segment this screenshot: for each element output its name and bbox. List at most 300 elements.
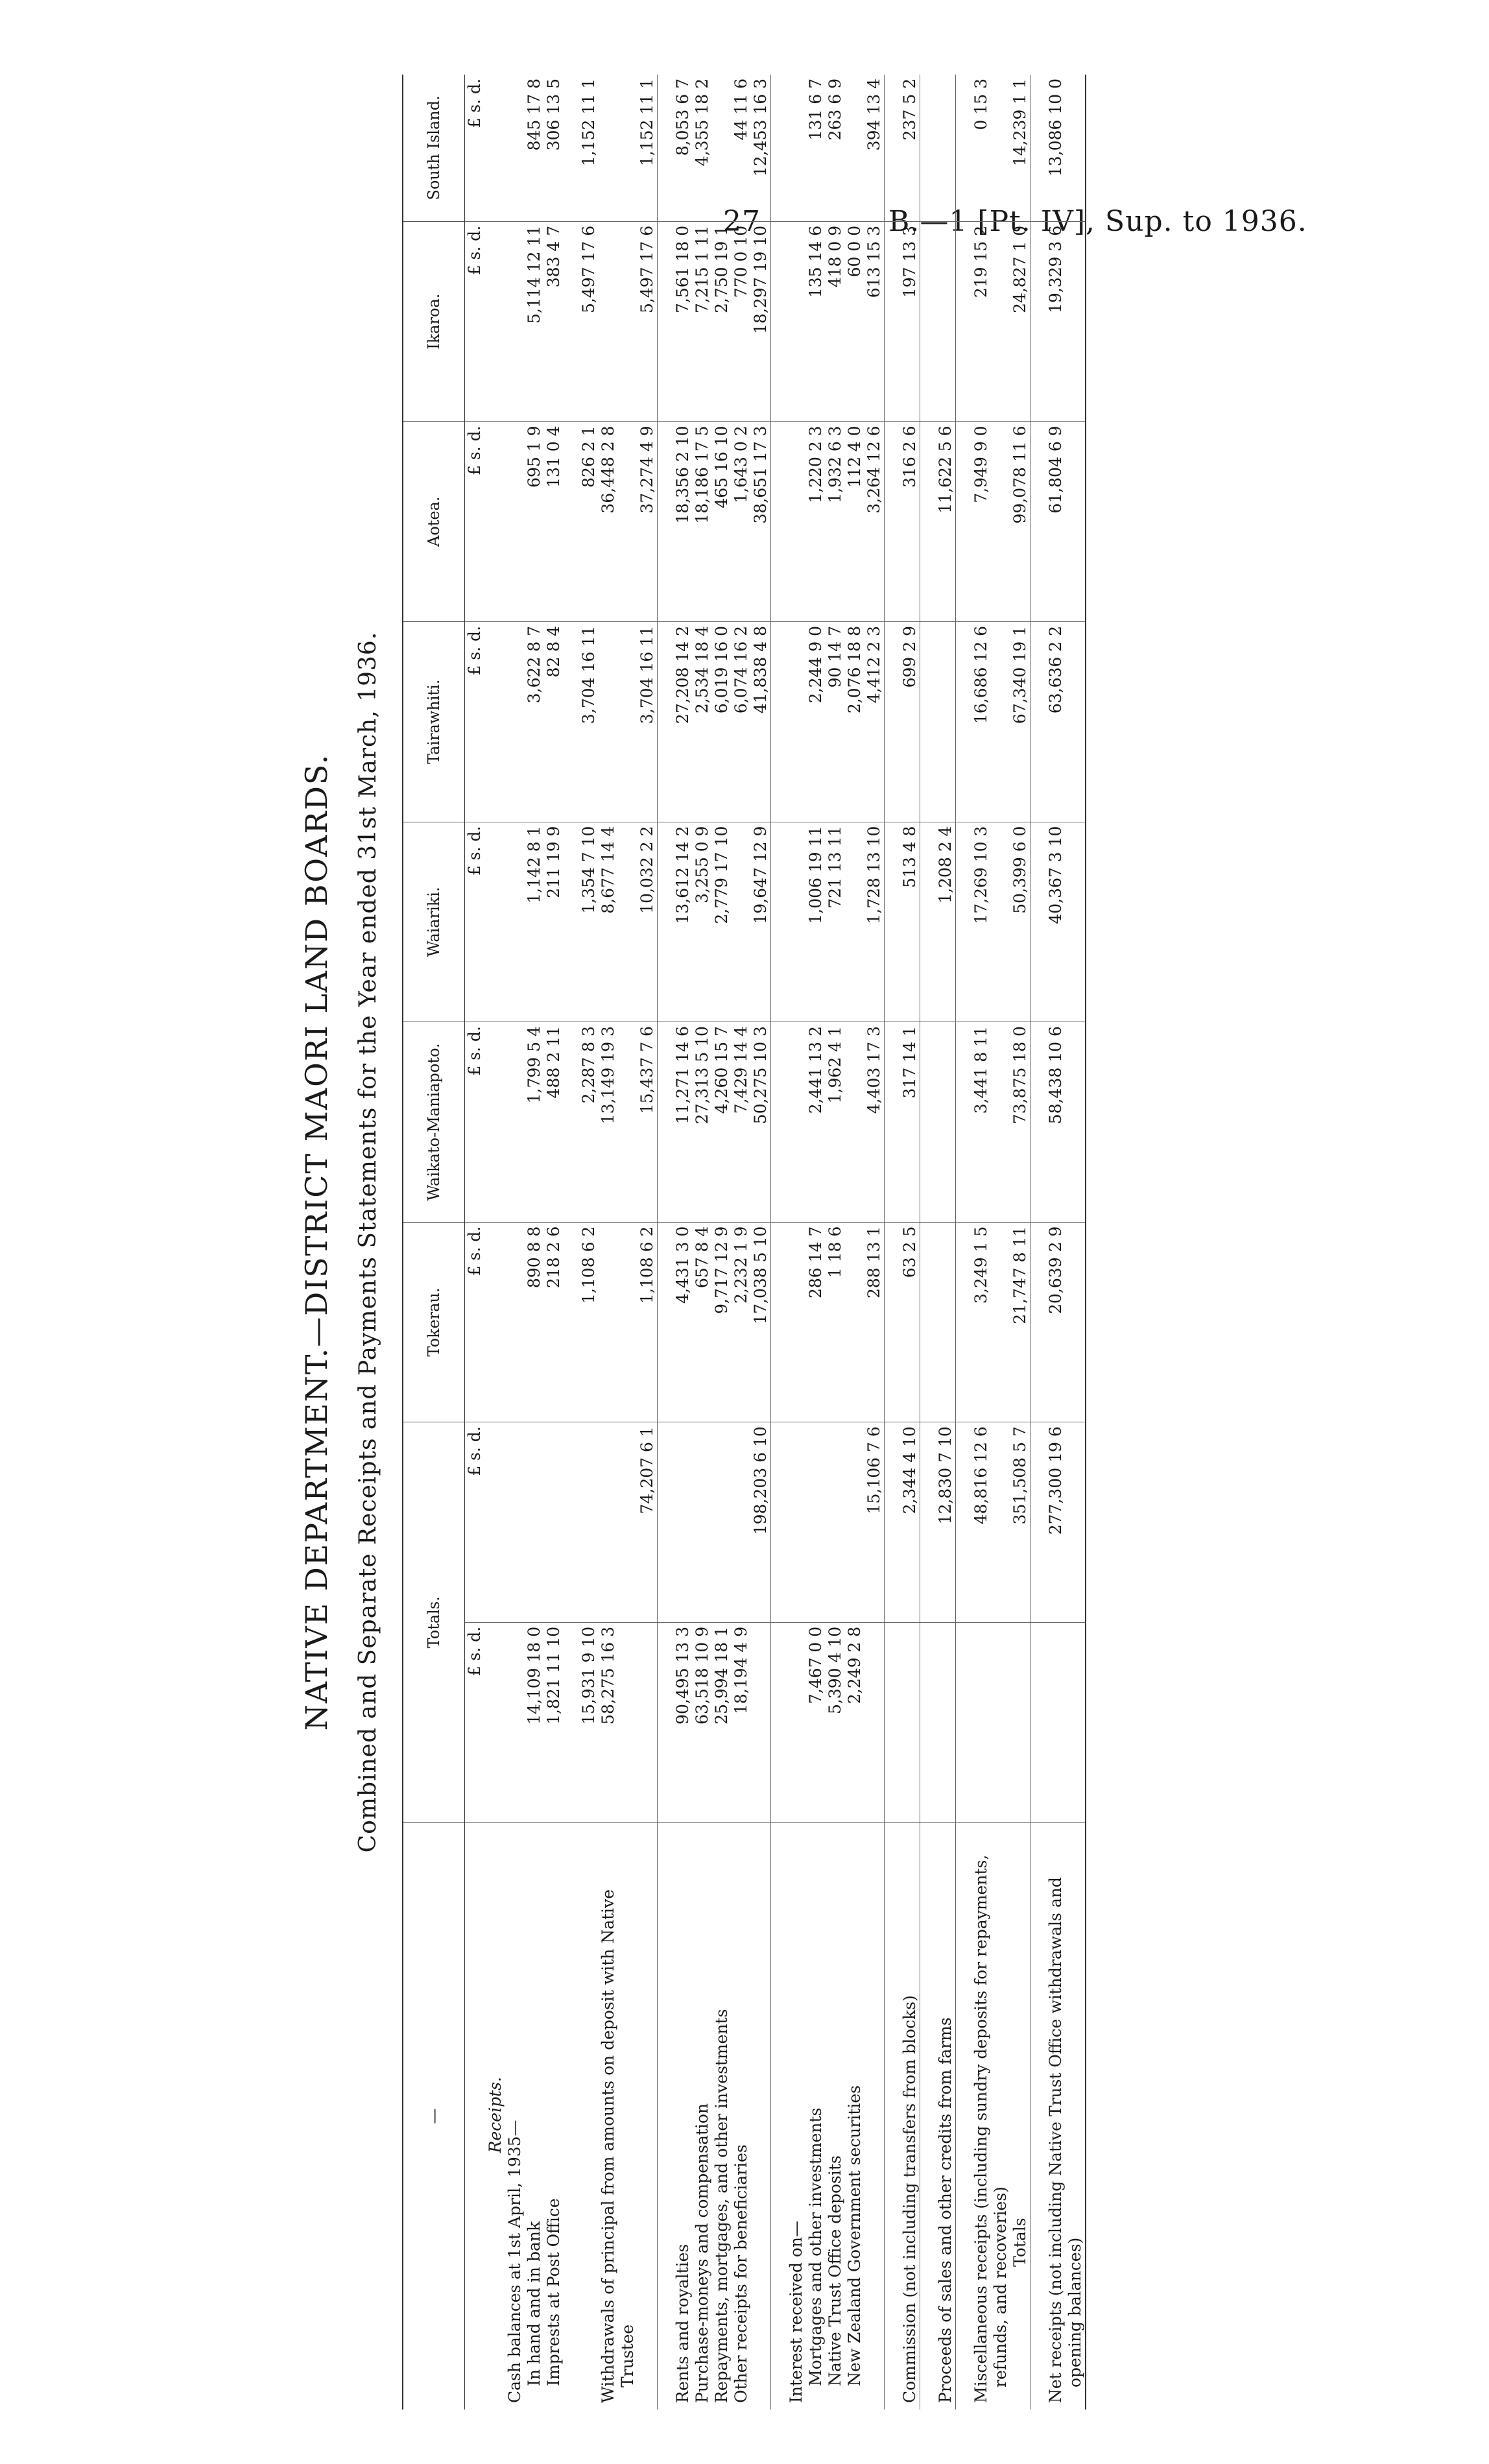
spacer-row: [920, 75, 936, 2410]
col-header-ikaroa: Ikaroa.: [403, 221, 465, 422]
amount-cell: 1,108 6 2: [579, 1222, 599, 1422]
cash-balances-heading: Cash balances at 1st April, 1935—: [505, 2120, 524, 2403]
row-label: Other receipts for beneficiaries: [732, 2144, 750, 2403]
spacer-cell: [658, 422, 674, 622]
spacer-cell: [885, 822, 901, 1022]
amount-cell: 19,647 12 9: [751, 822, 771, 1022]
table-row-rents: [673, 75, 693, 2410]
empty-cell: [486, 422, 505, 622]
table-row-other: [732, 75, 751, 2410]
amount-cell: 465 16 10: [712, 422, 732, 622]
spacer-cell: [771, 75, 787, 221]
row-label: [751, 1823, 771, 2410]
amount-cell: 82 8 4: [544, 621, 564, 822]
amount-cell: 6,074 16 2: [732, 621, 751, 822]
amount-cell: [732, 1422, 751, 1623]
spacer-cell: [885, 1823, 901, 2410]
amount-cell: 4,260 15 7: [712, 1022, 732, 1223]
table-row-misc: [971, 75, 1010, 2410]
amount-cell: 826 2 1: [579, 422, 599, 622]
statement-title: NATIVE DEPARTMENT.—DISTRICT MAORI LAND BOARDS.: [299, 753, 334, 1731]
amount-cell: 5,114 12 11: [525, 221, 544, 422]
amount-cell: 14,239 1 1: [1010, 75, 1030, 221]
row-label: [637, 1823, 658, 2410]
amount-cell: 198,203 6 10: [751, 1422, 771, 1623]
spacer-row: [956, 75, 972, 2410]
spacer-cell: [956, 75, 972, 221]
col-header-item: —: [403, 1823, 465, 2410]
amount-cell: [936, 1022, 956, 1223]
amount-cell: 15,437 7 6: [637, 1022, 658, 1223]
amount-cell: [845, 75, 864, 221]
amount-cell: [936, 1622, 956, 1823]
amount-cell: 7,949 9 0: [971, 422, 1010, 622]
spacer-cell: [920, 1422, 936, 1623]
empty-cell: [505, 822, 525, 1022]
amount-cell: 48,816 12 6: [971, 1422, 1010, 1623]
amount-cell: 2,076 18 8: [845, 621, 864, 822]
spacer-cell: [885, 1222, 901, 1422]
table-row-int-ntod: [826, 75, 845, 2410]
amount-cell: [579, 1422, 599, 1623]
amount-cell: 8,677 14 4: [599, 822, 637, 1022]
amount-cell: 50,275 10 3: [751, 1022, 771, 1223]
spacer-cell: [885, 221, 901, 422]
amount-cell: 4,355 18 2: [693, 75, 712, 221]
unit-cell: £ s. d.: [465, 1622, 486, 1823]
amount-cell: 2,779 17 10: [712, 822, 732, 1022]
spacer-cell: [956, 1022, 972, 1223]
amount-cell: 1,643 0 2: [732, 422, 751, 622]
spacer-cell: [771, 822, 787, 1022]
amount-cell: [845, 1222, 864, 1422]
amount-cell: 3,704 16 11: [637, 621, 658, 822]
amount-cell: 27,313 5 10: [693, 1022, 712, 1223]
amount-cell: 10,032 2 2: [637, 822, 658, 1022]
spacer-cell: [658, 1022, 674, 1223]
amount-cell: 306 13 5: [544, 75, 564, 221]
amount-cell: 1,108 6 2: [637, 1222, 658, 1422]
amount-cell: 12,453 16 3: [751, 75, 771, 221]
amount-cell: 99,078 11 6: [1010, 422, 1030, 622]
amount-cell: 2,244 9 0: [806, 621, 826, 822]
amount-cell: [971, 1622, 1010, 1823]
amount-cell: 1,932 6 3: [826, 422, 845, 622]
spacer-cell: [1030, 1823, 1047, 2410]
receipts-table-container: [402, 75, 1086, 2410]
amount-cell: 63,636 2 2: [1046, 621, 1086, 822]
amount-cell: 2,750 19 1: [712, 221, 732, 422]
empty-cell: [787, 1622, 806, 1823]
amount-cell: 21,747 8 11: [1010, 1222, 1030, 1422]
interest-heading: Interest received on—: [787, 2221, 805, 2403]
spacer-cell: [564, 621, 579, 822]
amount-cell: 44 11 6: [732, 75, 751, 221]
amount-cell: 15,106 7 6: [864, 1422, 885, 1623]
table-row-commission: [900, 75, 920, 2410]
table-row-imprests: [544, 75, 564, 2410]
amount-cell: 131 6 7: [806, 75, 826, 221]
spacer-cell: [771, 221, 787, 422]
amount-cell: 13,149 19 3: [599, 1022, 637, 1223]
spacer-cell: [885, 1422, 901, 1623]
amount-cell: 317 14 1: [900, 1022, 920, 1223]
heading-row: [505, 75, 525, 2410]
amount-cell: 3,264 12 6: [864, 422, 885, 622]
spacer-cell: [1030, 422, 1047, 622]
spacer-cell: [1030, 822, 1047, 1022]
spacer-cell: [1030, 221, 1047, 422]
amount-cell: 12,830 7 10: [936, 1422, 956, 1623]
amount-cell: [900, 1622, 920, 1823]
amount-cell: 63 2 5: [900, 1222, 920, 1422]
amount-cell: 60 0 0: [845, 221, 864, 422]
spacer-cell: [658, 1622, 674, 1823]
amount-cell: 1,220 2 3: [806, 422, 826, 622]
empty-cell: [787, 221, 806, 422]
spacer-cell: [920, 621, 936, 822]
amount-cell: 11,622 5 6: [936, 422, 956, 622]
amount-cell: 2,534 18 4: [693, 621, 712, 822]
empty-cell: [787, 1022, 806, 1223]
spacer-cell: [885, 1022, 901, 1223]
empty-cell: [486, 1022, 505, 1223]
table-row-repayments: [712, 75, 732, 2410]
amount-cell: 3,249 1 5: [971, 1222, 1010, 1422]
amount-cell: [826, 1422, 845, 1623]
unit-cell: [465, 1823, 486, 2410]
amount-cell: 41,838 4 8: [751, 621, 771, 822]
spacer-cell: [920, 1222, 936, 1422]
table-row-sum3: [751, 75, 771, 2410]
amount-cell: 1,799 5 4: [525, 1022, 544, 1223]
spacer-cell: [658, 221, 674, 422]
spacer-cell: [771, 1422, 787, 1623]
spacer-cell: [771, 1622, 787, 1823]
row-label: Repayments, mortgages, and other investments: [712, 2009, 731, 2403]
col-header-aotea: Aotea.: [403, 422, 465, 622]
spacer-cell: [956, 822, 972, 1022]
empty-cell: [787, 75, 806, 221]
amount-cell: [599, 1222, 637, 1422]
amount-cell: 488 2 11: [544, 1022, 564, 1223]
spacer-cell: [1030, 621, 1047, 822]
amount-cell: 27,208 14 2: [673, 621, 693, 822]
amount-cell: 277,300 19 6: [1046, 1422, 1086, 1623]
amount-cell: 7,215 1 11: [693, 221, 712, 422]
empty-cell: [505, 1422, 525, 1623]
amount-cell: 1,208 2 4: [936, 822, 956, 1022]
amount-cell: [936, 221, 956, 422]
amount-cell: [936, 621, 956, 822]
amount-cell: [1046, 1622, 1086, 1823]
column-header-row: [403, 75, 465, 2410]
amount-cell: 351,508 5 7: [1010, 1422, 1030, 1623]
amount-cell: 218 2 6: [544, 1222, 564, 1422]
spacer-cell: [658, 822, 674, 1022]
spacer-cell: [956, 422, 972, 622]
row-label: Miscellaneous receipts (including sundry deposits for repayments, refunds, and recoveries): [971, 1854, 1010, 2403]
col-header-waiariki: Waiariki.: [403, 822, 465, 1022]
spacer-cell: [771, 621, 787, 822]
amount-cell: 1,152 11 1: [579, 75, 599, 221]
row-label: Mortgages and other investments: [806, 2107, 825, 2386]
col-header-south-island: South Island.: [403, 75, 465, 221]
empty-cell: [505, 422, 525, 622]
amount-cell: 513 4 8: [900, 822, 920, 1022]
empty-cell: [486, 621, 505, 822]
amount-cell: 721 13 11: [826, 822, 845, 1022]
amount-cell: [525, 1422, 544, 1623]
empty-cell: [787, 422, 806, 622]
amount-cell: 316 2 6: [900, 422, 920, 622]
amount-cell: 18,194 4 9: [732, 1622, 751, 1823]
row-label: Purchase-moneys and compensation: [693, 2103, 711, 2403]
amount-cell: 890 8 8: [525, 1222, 544, 1422]
amount-cell: 112 4 0: [845, 422, 864, 622]
amount-cell: 3,255 0 9: [693, 822, 712, 1022]
amount-cell: 288 13 1: [864, 1222, 885, 1422]
table-row-sum2: [637, 75, 658, 2410]
amount-cell: 263 6 9: [826, 75, 845, 221]
amount-cell: 286 14 7: [806, 1222, 826, 1422]
amount-cell: 1,962 4 1: [826, 1022, 845, 1223]
spacer-cell: [771, 422, 787, 622]
row-label: Native Trust Office deposits: [826, 2155, 844, 2386]
table-row-purchase: [693, 75, 712, 2410]
table-row-sum1: [579, 75, 599, 2410]
amount-cell: 3,704 16 11: [579, 621, 599, 822]
amount-cell: 657 8 4: [693, 1222, 712, 1422]
spacer-cell: [564, 822, 579, 1022]
amount-cell: 13,086 10 0: [1046, 75, 1086, 221]
amount-cell: 211 19 9: [544, 822, 564, 1022]
spacer-cell: [956, 1422, 972, 1623]
units-row: [465, 75, 486, 2410]
amount-cell: 383 4 7: [544, 221, 564, 422]
amount-cell: 4,431 3 0: [673, 1222, 693, 1422]
amount-cell: [712, 1422, 732, 1623]
spacer-cell: [658, 1222, 674, 1422]
spacer-row: [1030, 75, 1047, 2410]
spacer-cell: [956, 1222, 972, 1422]
amount-cell: 699 2 9: [900, 621, 920, 822]
amount-cell: [936, 75, 956, 221]
statement-subtitle: Combined and Separate Receipts and Payments Statements for the Year ended 31st March, 1936.: [355, 631, 381, 1853]
spacer-cell: [658, 1422, 674, 1623]
spacer-row: [771, 75, 787, 2410]
amount-cell: [845, 822, 864, 1022]
amount-cell: [673, 1422, 693, 1623]
amount-cell: 1,821 11 10: [544, 1622, 564, 1823]
empty-cell: [505, 221, 525, 422]
unit-cell: £ s. d.: [465, 621, 486, 822]
amount-cell: 58,438 10 6: [1046, 1022, 1086, 1223]
row-label: In hand and in bank: [525, 2221, 543, 2386]
amount-cell: 1,142 8 1: [525, 822, 544, 1022]
amount-cell: [864, 1622, 885, 1823]
spacer-cell: [885, 422, 901, 622]
amount-cell: 2,232 1 9: [732, 1222, 751, 1422]
amount-cell: 1,006 19 11: [806, 822, 826, 1022]
amount-cell: 2,344 4 10: [900, 1422, 920, 1623]
amount-cell: [599, 221, 637, 422]
spacer-cell: [1030, 1622, 1047, 1823]
unit-cell: £ s. d.: [465, 1422, 486, 1623]
amount-cell: 4,412 2 3: [864, 621, 885, 822]
amount-cell: [637, 1622, 658, 1823]
row-label: Withdrawals of principal from amounts on deposit with Native Trustee: [599, 1889, 637, 2403]
amount-cell: 1 18 6: [826, 1222, 845, 1422]
spacer-cell: [956, 221, 972, 422]
amount-cell: [599, 75, 637, 221]
table-row-bank: [525, 75, 544, 2410]
col-header-totals: Totals.: [403, 1422, 465, 1823]
spacer-row: [658, 75, 674, 2410]
amount-cell: 61,804 6 9: [1046, 422, 1086, 622]
amount-cell: 16,686 12 6: [971, 621, 1010, 822]
amount-cell: 0 15 3: [971, 75, 1010, 221]
amount-cell: 36,448 2 8: [599, 422, 637, 622]
amount-cell: 13,612 14 2: [673, 822, 693, 1022]
spacer-cell: [564, 221, 579, 422]
spacer-cell: [956, 621, 972, 822]
spacer-cell: [564, 75, 579, 221]
row-label: [864, 1823, 885, 2410]
amount-cell: 19,329 3 6: [1046, 221, 1086, 422]
amount-cell: [732, 822, 751, 1022]
spacer-row: [564, 75, 579, 2410]
page-number: 27: [723, 205, 761, 238]
heading-row: [486, 75, 505, 2410]
spacer-cell: [658, 1823, 674, 2410]
spacer-cell: [920, 221, 936, 422]
amount-cell: 394 13 4: [864, 75, 885, 221]
table-row-net: [1046, 75, 1086, 2410]
empty-cell: [787, 822, 806, 1022]
spacer-cell: [564, 1422, 579, 1623]
heading-row: [787, 75, 806, 2410]
amount-cell: 40,367 3 10: [1046, 822, 1086, 1022]
amount-cell: 18,186 17 5: [693, 422, 712, 622]
row-label: Net receipts (not including Native Trust Office withdrawals and opening balances): [1046, 1823, 1086, 2410]
spacer-cell: [885, 75, 901, 221]
empty-cell: [486, 1222, 505, 1422]
row-label: Commission (not including transfers from blocks): [900, 1823, 920, 2410]
spacer-cell: [1030, 1222, 1047, 1422]
table-row-int-mort: [806, 75, 826, 2410]
table-row-sum4: [864, 75, 885, 2410]
amount-cell: 4,403 17 3: [864, 1022, 885, 1223]
amount-cell: 58,275 16 3: [599, 1622, 637, 1823]
row-label: Proceeds of sales and other credits from farms: [936, 1823, 956, 2410]
amount-cell: 7,561 18 0: [673, 221, 693, 422]
amount-cell: [936, 1222, 956, 1422]
amount-cell: 418 0 9: [826, 221, 845, 422]
spacer-cell: [920, 1622, 936, 1823]
amount-cell: 25,994 18 1: [712, 1622, 732, 1823]
empty-cell: [505, 621, 525, 822]
amount-cell: 17,269 10 3: [971, 822, 1010, 1022]
amount-cell: 90 14 7: [826, 621, 845, 822]
amount-cell: 5,390 4 10: [826, 1622, 845, 1823]
amount-cell: [693, 1422, 712, 1623]
spacer-cell: [658, 621, 674, 822]
amount-cell: [712, 75, 732, 221]
amount-cell: 8,053 6 7: [673, 75, 693, 221]
section-receipts-label: Receipts.: [486, 2077, 505, 2153]
spacer-cell: [920, 75, 936, 221]
unit-cell: £ s. d.: [465, 1022, 486, 1223]
rotated-statement: [285, 75, 1489, 2410]
amount-cell: 38,651 17 3: [751, 422, 771, 622]
spacer-cell: [885, 621, 901, 822]
amount-cell: 18,297 19 10: [751, 221, 771, 422]
empty-cell: [505, 1022, 525, 1223]
table-row-withdrawals: [599, 75, 637, 2410]
spacer-cell: [1030, 1422, 1047, 1623]
amount-cell: [1010, 1622, 1030, 1823]
row-label: Imprests at Post Office: [544, 2198, 563, 2386]
empty-cell: [787, 621, 806, 822]
amount-cell: 2,441 13 2: [806, 1022, 826, 1223]
empty-cell: [486, 822, 505, 1022]
unit-cell: £ s. d.: [465, 822, 486, 1022]
amount-cell: 73,875 18 0: [1010, 1022, 1030, 1223]
amount-cell: 845 17 8: [525, 75, 544, 221]
unit-cell: £ s. d.: [465, 422, 486, 622]
receipts-table: [402, 75, 1086, 2410]
spacer-cell: [956, 1823, 972, 2410]
spacer-cell: [920, 422, 936, 622]
amount-cell: 24,827 1 0: [1010, 221, 1030, 422]
amount-cell: 613 15 3: [864, 221, 885, 422]
empty-cell: [787, 1422, 806, 1623]
spacer-cell: [1030, 75, 1047, 221]
amount-cell: 18,356 2 10: [673, 422, 693, 622]
amount-cell: 17,038 5 10: [751, 1222, 771, 1422]
amount-cell: 135 14 6: [806, 221, 826, 422]
spacer-cell: [564, 1823, 579, 2410]
amount-cell: [845, 1422, 864, 1623]
spacer-cell: [564, 1222, 579, 1422]
amount-cell: 50,399 6 0: [1010, 822, 1030, 1022]
amount-cell: 14,109 18 0: [525, 1622, 544, 1823]
spacer-cell: [564, 1622, 579, 1823]
empty-cell: [505, 1622, 525, 1823]
spacer-cell: [771, 1222, 787, 1422]
spacer-cell: [564, 1022, 579, 1223]
amount-cell: 2,249 2 8: [845, 1622, 864, 1823]
empty-cell: [505, 75, 525, 221]
empty-cell: [787, 1222, 806, 1422]
amount-cell: [599, 621, 637, 822]
spacer-row: [885, 75, 901, 2410]
spacer-cell: [564, 422, 579, 622]
amount-cell: 1,152 11 1: [637, 75, 658, 221]
amount-cell: 2,287 8 3: [579, 1022, 599, 1223]
amount-cell: 37,274 4 9: [637, 422, 658, 622]
amount-cell: [751, 1622, 771, 1823]
empty-cell: [505, 1222, 525, 1422]
amount-cell: [845, 1022, 864, 1223]
amount-cell: 5,497 17 6: [637, 221, 658, 422]
empty-cell: [486, 75, 505, 221]
spacer-cell: [920, 1823, 936, 2410]
amount-cell: 237 5 2: [900, 75, 920, 221]
col-header-tairawhiti: Tairawhiti.: [403, 621, 465, 822]
spacer-cell: [658, 75, 674, 221]
